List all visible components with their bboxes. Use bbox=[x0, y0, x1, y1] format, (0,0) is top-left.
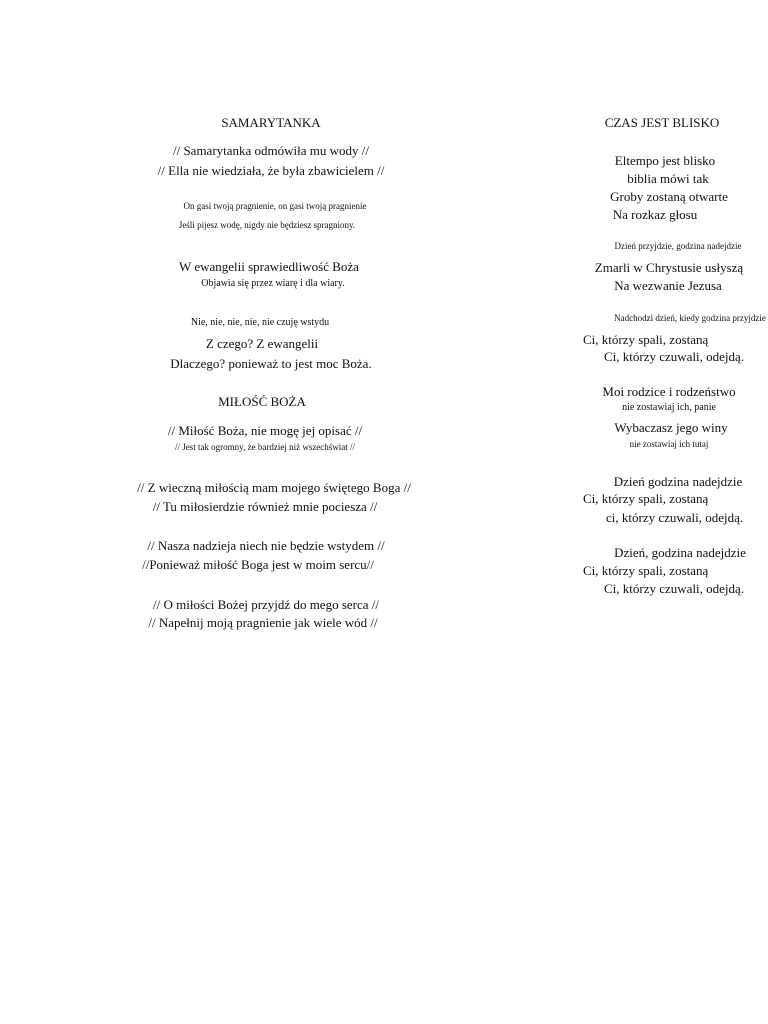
lyric-line: Ci, którzy spali, zostaną bbox=[583, 491, 709, 506]
lyric-line: // Nasza nadzieja niech nie będzie wstydem // bbox=[147, 538, 385, 553]
lyric-line: Na rozkaz głosu bbox=[612, 207, 698, 222]
lyric-line: Dlaczego? ponieważ to jest moc Boża. bbox=[170, 356, 372, 371]
lyric-line: Nie, nie, nie, nie, nie czuję wstydu bbox=[190, 317, 330, 328]
lyric-line: // Ella nie wiedziała, że była zbawicielem // bbox=[157, 163, 385, 178]
lyric-line: Dzień przyjdzie, godzina nadejdzie bbox=[614, 241, 742, 251]
lyric-line: Moi rodzice i rodzeństwo bbox=[602, 384, 736, 399]
lyric-line: Nadchodzi dzień, kiedy godzina przyjdzie bbox=[614, 313, 766, 323]
song-title-czas-jest-blisko: CZAS JEST BLISKO bbox=[604, 115, 720, 130]
lyric-line: biblia mówi tak bbox=[627, 171, 709, 186]
lyric-line: // Napełnij moją pragnienie jak wiele wód // bbox=[148, 615, 378, 630]
lyric-line: Zmarli w Chrystusie usłyszą bbox=[594, 260, 744, 275]
lyric-line: Ci, którzy spali, zostaną bbox=[583, 563, 709, 578]
lyric-line: // Samarytanka odmówiła mu wody // bbox=[172, 143, 370, 158]
lyric-line: Objawia się przez wiarę i dla wiary. bbox=[201, 278, 345, 289]
lyric-line: Jeśli pijesz wodę, nigdy nie będziesz spragniony. bbox=[178, 220, 356, 230]
lyric-line: Z czego? Z ewangelii bbox=[205, 336, 319, 351]
lyric-line: ci, którzy czuwali, odejdą. bbox=[606, 510, 744, 525]
lyric-line: Wybaczasz jego winy bbox=[614, 420, 728, 435]
lyric-line: Dzień, godzina nadejdzie bbox=[614, 545, 746, 560]
song-title-milosc-boza: MIŁOŚĆ BOŻA bbox=[218, 394, 306, 409]
lyric-line: Dzień godzina nadejdzie bbox=[613, 474, 743, 489]
lyric-line: Ci, którzy czuwali, odejdą. bbox=[604, 581, 745, 596]
lyric-line: W ewangelii sprawiedliwość Boża bbox=[179, 259, 359, 274]
lyric-line: Ci, którzy spali, zostaną bbox=[583, 332, 709, 347]
lyric-line: Na wezwanie Jezusa bbox=[614, 278, 722, 293]
lyric-line: // Miłość Boża, nie mogę jej opisać // bbox=[167, 423, 363, 438]
lyric-line: Eltempo jest blisko bbox=[614, 153, 716, 168]
song-title-samarytanka: SAMARYTANKA bbox=[221, 115, 321, 130]
lyric-line: // Z wieczną miłością mam mojego świętego Boga // bbox=[137, 480, 411, 495]
lyric-line: //Ponieważ miłość Boga jest w moim sercu// bbox=[142, 557, 374, 572]
lyric-line: Ci, którzy czuwali, odejdą. bbox=[604, 349, 745, 364]
lyric-line: // O miłości Bożej przyjdź do mego serca // bbox=[153, 597, 379, 612]
lyric-line: Groby zostaną otwarte bbox=[610, 189, 728, 204]
lyric-line: nie zostawiaj ich, panie bbox=[622, 402, 716, 413]
lyric-line: // Tu miłosierdzie również mnie pociesza // bbox=[152, 499, 378, 514]
lyric-line: On gasi twoją pragnienie, on gasi twoją pragnienie bbox=[183, 201, 367, 211]
lyric-line: // Jest tak ogromny, że bardziej niż wszechświat // bbox=[174, 442, 356, 452]
lyric-line: nie zostawiaj ich tutaj bbox=[629, 439, 709, 449]
